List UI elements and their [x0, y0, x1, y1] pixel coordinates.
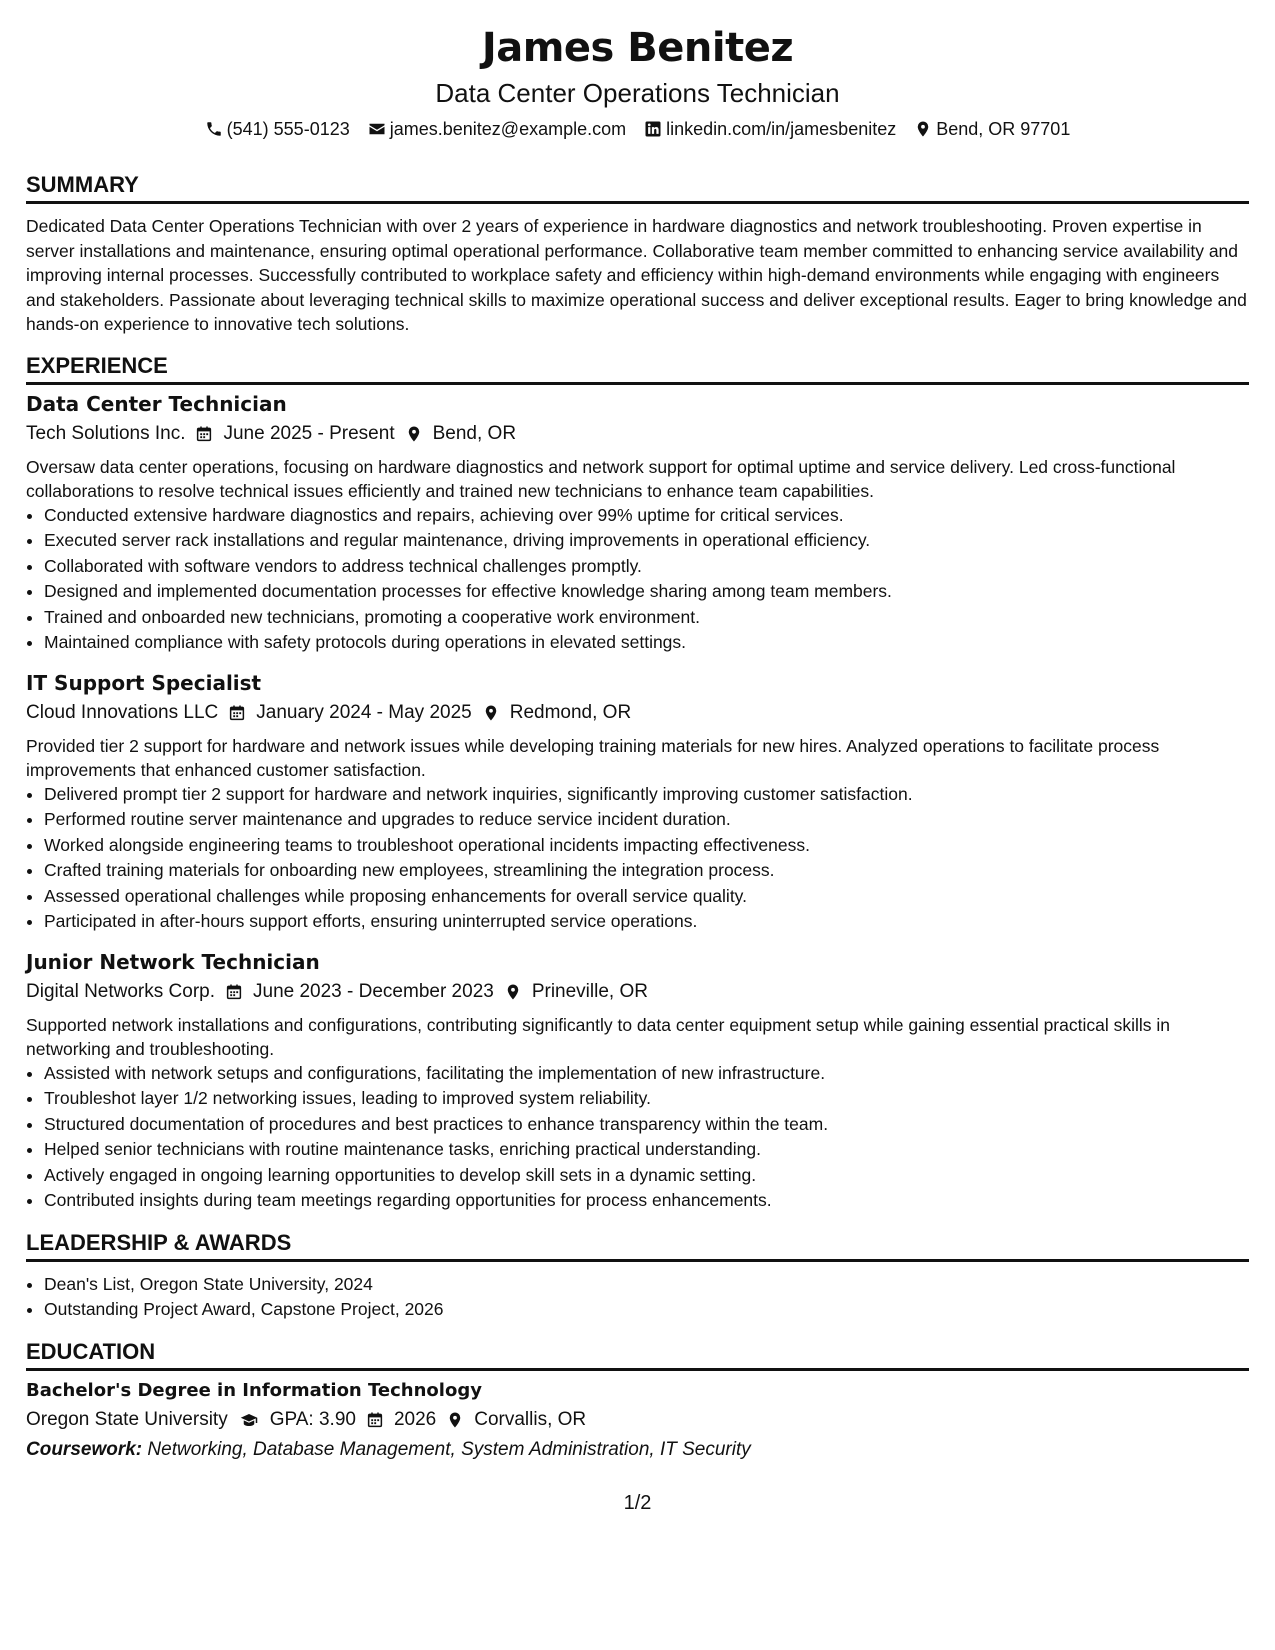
phone-icon — [205, 120, 223, 138]
section-title-awards: LEADERSHIP & AWARDS — [26, 1228, 1249, 1262]
job-location: Bend, OR — [432, 422, 517, 444]
education-section — [26, 1337, 1249, 1465]
experience-section — [26, 351, 1249, 1214]
section-title-summary: SUMMARY — [26, 170, 1249, 204]
candidate-name: James Benitez — [481, 25, 794, 71]
job-entry — [26, 389, 1249, 656]
map-pin-icon — [504, 983, 522, 1001]
education-location: Corvallis, OR — [474, 1408, 587, 1430]
list-item: • Trained and onboarded new technicians, promoting a cooperative work environment. — [44, 605, 1249, 631]
page-number: 1/2 — [623, 1492, 652, 1514]
job-title: Data Center Technician — [26, 391, 287, 416]
list-item: • Designed and implemented documentation processes for effective knowledge sharing among team members. — [44, 579, 1249, 605]
education-degree: Bachelor's Degree in Information Technology — [26, 1379, 482, 1401]
job-meta — [26, 977, 1249, 1007]
list-item: • Maintained compliance with safety protocols during operations in elevated settings. — [44, 630, 1249, 656]
phone-text: (541) 555-0123 — [226, 119, 350, 139]
list-item: • Dean's List, Oregon State University, 2024 — [44, 1272, 1249, 1298]
education-gpa: GPA: 3.90 — [269, 1408, 356, 1430]
education-year: 2026 — [393, 1408, 437, 1430]
list-item: • Actively engaged in ongoing learning opportunities to develop skill sets in a dynamic setting. — [44, 1163, 1249, 1189]
list-item: • Crafted training materials for onboarding new employees, streamlining the integration process. — [44, 858, 1249, 884]
education-meta — [26, 1405, 1249, 1435]
awards-section — [26, 1228, 1249, 1323]
list-item: • Helped senior technicians with routine maintenance tasks, enriching practical understanding. — [44, 1137, 1249, 1163]
section-title-education: EDUCATION — [26, 1337, 1249, 1371]
job-description: Oversaw data center operations, focusing on hardware diagnostics and network support for optimal uptime and service delivery. Led cross-functional collaborations to resolve technical issues efficiently and trained new technicians to enhance team capabilities. — [26, 456, 1176, 501]
linkedin-icon — [644, 120, 662, 138]
email-text: james.benitez@example.com — [389, 119, 627, 139]
map-pin-icon — [405, 425, 423, 443]
education-coursework — [26, 1435, 1249, 1465]
summary-section — [26, 170, 1249, 337]
section-title-experience: EXPERIENCE — [26, 351, 1249, 385]
job-company: Tech Solutions Inc. — [26, 422, 186, 444]
coursework-label: Coursework: — [26, 1438, 143, 1460]
job-company: Cloud Innovations LLC — [26, 701, 219, 723]
linkedin-text: linkedin.com/in/jamesbenitez — [666, 119, 897, 139]
job-entry — [26, 947, 1249, 1214]
job-title: IT Support Specialist — [26, 670, 262, 695]
list-item: • Structured documentation of procedures and best practices to enhance transparency within the team. — [44, 1112, 1249, 1138]
job-title: Junior Network Technician — [26, 949, 320, 974]
education-school: Oregon State University — [26, 1408, 228, 1430]
list-item: • Outstanding Project Award, Capstone Project, 2026 — [44, 1297, 1249, 1323]
candidate-headline: Data Center Operations Technician — [435, 78, 840, 108]
job-bullets — [26, 1061, 1249, 1214]
job-entry — [26, 668, 1249, 935]
awards-list — [26, 1272, 1249, 1323]
coursework-text: Networking, Database Management, System Administration, IT Security — [147, 1438, 751, 1460]
job-bullets — [26, 782, 1249, 935]
calendar-icon — [195, 425, 213, 443]
job-description: Supported network installations and configurations, contributing significantly to data center equipment setup while gaining essential practical skills in networking and troubleshooting. — [26, 1014, 1170, 1059]
job-meta — [26, 419, 1249, 449]
contact-bar — [26, 116, 1249, 142]
list-item: • Collaborated with software vendors to address technical challenges promptly. — [44, 554, 1249, 580]
location-text: Bend, OR 97701 — [936, 119, 1071, 139]
job-description: Provided tier 2 support for hardware and network issues while developing training materials for new hires. Analyzed operations to facilitate process improvements that enhanced customer satisfaction. — [26, 735, 1160, 780]
map-pin-icon — [482, 704, 500, 722]
job-meta — [26, 698, 1249, 728]
job-bullets — [26, 503, 1249, 656]
calendar-icon — [228, 704, 246, 722]
job-location: Redmond, OR — [509, 701, 632, 723]
list-item: • Assisted with network setups and configurations, facilitating the implementation of new infrastructure. — [44, 1061, 1249, 1087]
list-item: • Assessed operational challenges while proposing enhancements for overall service quality. — [44, 884, 1249, 910]
map-pin-icon — [914, 120, 932, 138]
job-location: Prineville, OR — [531, 980, 648, 1002]
job-dates: June 2023 - December 2023 — [253, 980, 494, 1002]
job-dates: June 2025 - Present — [223, 422, 395, 444]
list-item: • Contributed insights during team meetings regarding opportunities for process enhancements. — [44, 1188, 1249, 1214]
contact-phone[interactable] — [205, 116, 350, 142]
list-item: • Performed routine server maintenance and upgrades to reduce service incident duration. — [44, 807, 1249, 833]
job-dates: January 2024 - May 2025 — [256, 701, 472, 723]
resume-page — [26, 20, 1249, 1465]
list-item: • Worked alongside engineering teams to troubleshoot operational incidents impacting effectiveness. — [44, 833, 1249, 859]
job-company: Digital Networks Corp. — [26, 980, 215, 1002]
list-item: • Delivered prompt tier 2 support for hardware and network inquiries, significantly improving customer satisfaction. — [44, 782, 1249, 808]
contact-linkedin[interactable] — [644, 116, 896, 142]
list-item: • Executed server rack installations and regular maintenance, driving improvements in operational efficiency. — [44, 528, 1249, 554]
list-item: • Conducted extensive hardware diagnostics and repairs, achieving over 99% uptime for critical services. — [44, 503, 1249, 529]
summary-text: Dedicated Data Center Operations Technician with over 2 years of experience in hardware diagnostics and network troubleshooting. Proven expertise in server installations and maintenance, ensuring optimal operational performance. Collaborative team member committed to enhancing service availability and improving internal processes. Successfully contributed to workplace safety and efficiency within high-demand environments while engaging with engineers and stakeholders. Passionate about leveraging technical skills to maximize operational success and deliver exceptional results. Eager to bring knowledge and hands-on experience to innovative tech solutions. — [26, 216, 1247, 334]
map-pin-icon — [446, 1411, 464, 1429]
list-item: • Troubleshot layer 1/2 networking issues, leading to improved system reliability. — [44, 1086, 1249, 1112]
graduation-cap-icon — [238, 1411, 260, 1429]
contact-email[interactable] — [368, 116, 626, 142]
envelope-icon — [368, 120, 386, 138]
list-item: • Participated in after-hours support efforts, ensuring uninterrupted service operations. — [44, 909, 1249, 935]
contact-location — [914, 116, 1070, 142]
calendar-icon — [225, 983, 243, 1001]
calendar-icon — [366, 1411, 384, 1429]
